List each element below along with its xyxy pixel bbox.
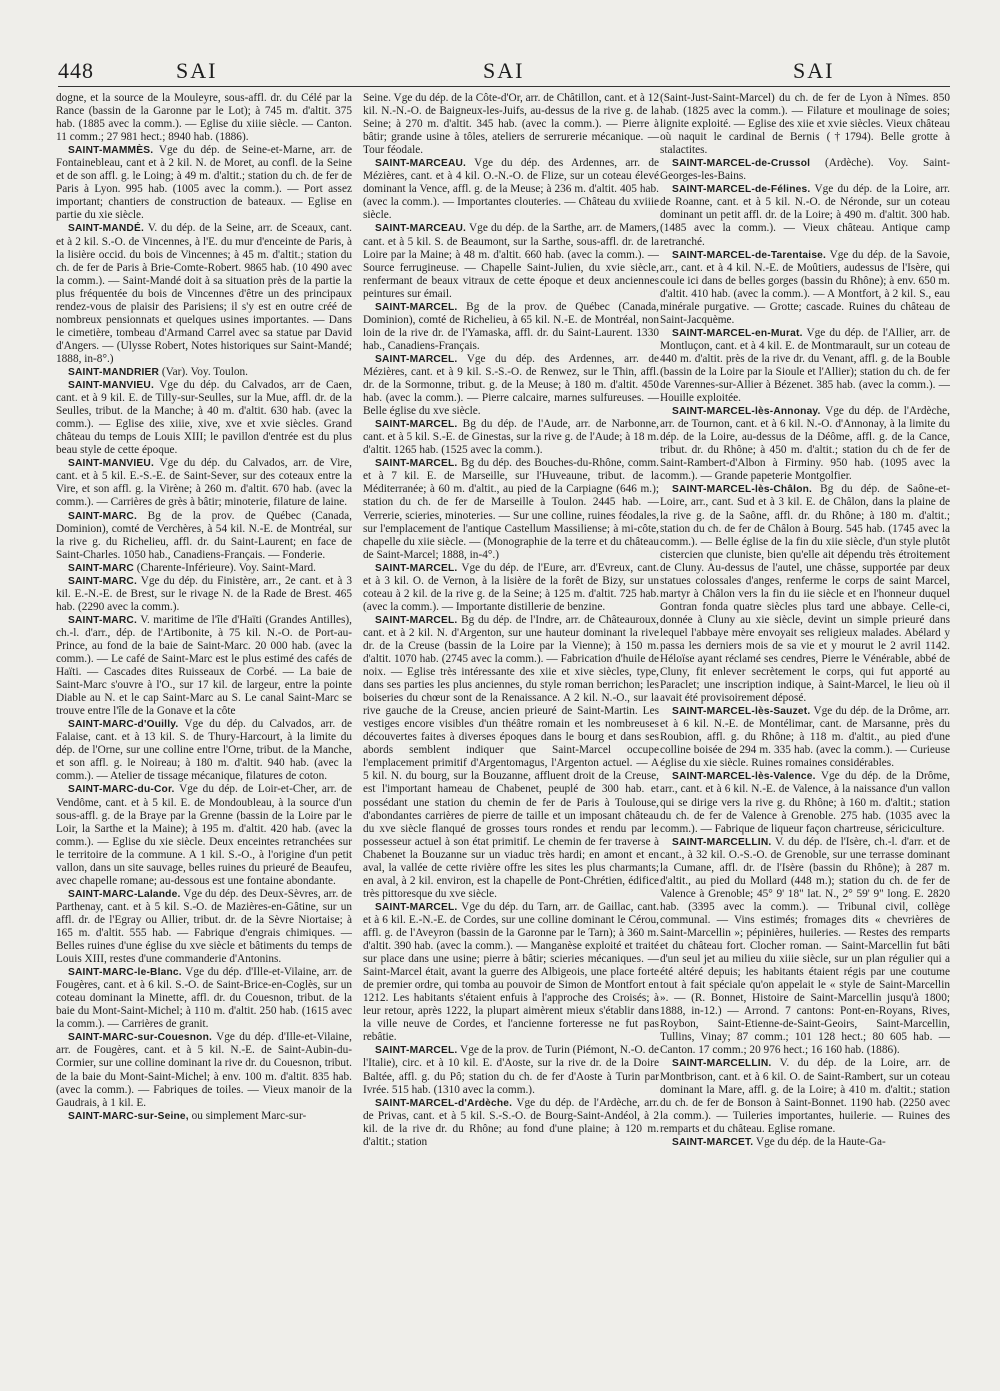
entry-headword: SAINT-MARCEL.: [375, 458, 458, 470]
entry-headword: SAINT-MANDRIER: [68, 366, 160, 378]
entry-headword: SAINT-MARC.: [68, 614, 137, 626]
dictionary-entry: [363, 301, 659, 353]
dictionary-entry: [56, 783, 352, 887]
entry-headword: SAINT-MARC-du-Cor.: [68, 784, 175, 796]
running-head-center: SAI: [483, 58, 525, 83]
dictionary-entry: [56, 366, 352, 379]
entry-text: Bg de la prov. de Québec (Canada, Dominion), comté de Verchères, à 54 kil. N.-E. de Montréal, sur la rive g. du Richelieu, affl. dr. du Saint-Laurent; en face de Saint-Charles. 1050 hab., Canadiens-Français. — Fonderie.: [56, 509, 352, 561]
dictionary-entry: [56, 510, 352, 562]
running-head-left: SAI: [176, 58, 218, 83]
dictionary-entry: [363, 92, 659, 157]
dictionary-entry: [56, 966, 352, 1031]
dictionary-entry: [56, 379, 352, 457]
dictionary-entry: [56, 575, 352, 614]
dictionary-entry: [56, 562, 352, 575]
entry-headword: SAINT-MARCEL-lès-Valence.: [672, 771, 816, 783]
entry-headword: SAINT-MARC.: [68, 575, 137, 587]
entry-text: V. du dép. de la Seine, arr. de Sceaux, cant. et à 2 kil. S.-O. de Vincennes, à l'E. du mur d'enceinte de Paris, à la lisière occid. du bois de Vincennes; à 45 m. d'altit.; station du ch. de fer de Paris à Brie-Comte-Robert. 9865 hab. (10 490 avec la comm.). — Saint-Mandé doit à sa situation près de la partie la plus fréquentée du bois de Vincennes d'être un des principaux rendez-vous de plaisir des Parisiens; il s'y est en outre créé de nombreux pensionnats et quelques usines importantes. — Dans le cimetière, tombeau d'Armand Carrel avec sa statue par David d'Angers. — (Ulysse Robert, Notes historiques sur Saint-Mandé; 1888, in-8°.): [56, 222, 352, 365]
dictionary-entry: [660, 705, 950, 770]
entry-text: (Ardèche). Voy. Saint-Georges-les-Bains.: [660, 157, 950, 183]
dictionary-entry: [363, 614, 659, 901]
entry-text: Vge du dép. de la Savoie, arr., cant. et à 4 kil. N.-E. de Moûtiers, audessus de l'Isère, qui coule ici dans de belles gorges (bassin du Rhône); à env. 650 m. d'altit. 410 hab. (avec la comm.). — A Montfort, à 2 kil. S., eau minérale purgative. — Grotte; cascade. Ruines du château de Saint-Jacquème.: [660, 248, 950, 326]
entry-text: Vge du dép. de l'Ardèche, arr. de Privas, cant. et à 5 kil. S.-S.-O. de Bourg-Saint-Andéol, à 2 kil. de la rive dr. du Rhône; au fond d'une plaine; à 120 m. d'altit.; station: [363, 1096, 659, 1148]
entry-text: Vge du dép. de la Sarthe, arr. de Mamers, cant. et à 5 kil. S. de Beaumont, sur la Sarthe, sous-affl. dr. de la Loire par la Maine; à 48 m. d'altit. 660 hab. (avec la comm.). — Source ferrugineuse. — Chapelle Saint-Julien, du xvie siècle, renfermant de beaux vitraux de cette époque et deux anciennes peintures sur émail.: [363, 222, 659, 300]
entry-text: (Saint-Just-Saint-Marcel) du ch. de fer de Lyon à Nîmes. 850 hab. (1825 avec la comm.). — Filature et moulinage de soies; lignite exploité. — Eglise des xiie et xvie siècles. Vieux château où naquit le cardinal de Bernis (†1794). Belle grotte à stalactites.: [660, 92, 950, 157]
entry-text: Vge du dép. de la Drôme, arr., cant. et à 6 kil. N.-E. de Valence, à la naissance d'un vallon qui se dirige vers la rive g. du Rhône; à 160 m. d'altit.; station du ch. de fer de Valence à Grenoble. 275 hab. (1035 avec la comm.). — Fabrique de liqueur façon chartreuse, sériciculture.: [660, 770, 950, 835]
entry-text: (Charente-Inférieure). Voy. Saint-Mard.: [136, 561, 317, 574]
dictionary-entry: [660, 157, 950, 183]
dictionary-entry: [56, 718, 352, 783]
entry-text: Vge du dép. de l'Eure, arr. d'Evreux, cant. et à 3 kil. O. de Vernon, à la lisière de la forêt de Bizy, sur un coteau à 2 kil. de la rive g. de la Seine; à 125 m. d'altit. 725 hab. (avec la comm.). — Importante distillerie de benzine.: [363, 561, 659, 613]
entry-headword: SAINT-MARCELLIN.: [672, 836, 772, 848]
entry-headword: SAINT-MANVIEU.: [68, 380, 155, 392]
entry-text: Vge du dép. des Ardennes, arr. de Mézières, cant. et à 9 kil. S.-S.-O. de Renwez, sur le Thin, affl. dr. de la Sormonne, tribut. g. de la Meuse; à 180 m. d'altit. 450 hab. (avec la comm.). — Pierre calcaire, marnes sulfureuses. — Belle église du xve siècle.: [363, 352, 659, 418]
entry-text: Vge du dép. des Ardennes, arr. de Mézières, cant. et à 4 kil. O.-N.-O. de Flize, sur un coteau élevé dominant la Vence, affl. g. de la Meuse; à 236 m. d'altit. 405 hab. (avec la comm.). — Importantes clouteries. — Château du xviiie siècle.: [363, 157, 659, 222]
header-rule: [58, 86, 950, 87]
dictionary-entry: [660, 483, 950, 705]
entry-headword: SAINT-MARCEL-lès-Châlon.: [672, 484, 813, 496]
dictionary-entry: [56, 222, 352, 366]
entry-text: Vge du dép. du Finistère, arr., 2e cant. et à 3 kil. E.-N.-E. de Brest, sur le rivage N. de la Rade de Brest. 465 hab. (2290 avec la comm.).: [56, 574, 352, 613]
entry-headword: SAINT-MARCELLIN.: [672, 1058, 772, 1070]
entry-headword: SAINT-MAMMÈS.: [68, 145, 154, 157]
entry-headword: SAINT-MARCEAU.: [375, 158, 467, 170]
dictionary-entry: [660, 1136, 950, 1149]
dictionary-entry: [56, 92, 352, 144]
entry-text: Vge du dép. des Deux-Sèvres, arr. de Parthenay, cant. et à 5 kil. S.-O. de Mazières-en-Gâtine, sur un affl. dr. de l'Egray ou Allier, tribut. dr. de la Sèvre Niortaise; à 165 m. d'altit. 555 hab. — Fabrique d'engrais chimiques. — Belles ruines d'une église du xve siècle et bâtiments du temps de Louis XIII, restes d'une commanderie d'Antonins.: [56, 887, 352, 966]
entry-headword: SAINT-MARC-Lalande.: [68, 888, 181, 900]
entry-headword: SAINT-MARC-d'Ouilly.: [68, 719, 179, 731]
entry-headword: SAINT-MARCEL-lès-Sauzet.: [672, 706, 811, 718]
entry-headword: SAINT-MARCEL.: [375, 419, 458, 431]
dictionary-entry: [363, 457, 659, 561]
entry-headword: SAINT-MARCEL.: [375, 301, 458, 313]
dictionary-entry: [660, 405, 950, 483]
entry-text: Bg du dép. de l'Indre, arr. de Châteauroux, cant. et à 2 kil. N. d'Argenton, sur une hauteur dominant la rive dr. de la Creuse (bassin de la Loire par la Vienne); à 150 m. d'altit. 1070 hab. (2745 avec la comm.). — Fabrication d'huile de noix. — Eglise très intéressante des xiie et xive siècles, type, dans ses parties les plus anciennes, du style roman berrichon; les boiseries du chœur sont de la Renaissance. A 2 kil. N.-O., sur la rive gauche de la Creuse, ancien prieuré de Saint-Martin. Les vestiges encore visibles d'un théâtre romain et les nombreuses découvertes faites à diverses époques dans le bourg et dans ses abords semblent indiquer que Saint-Marcel occupe l'emplacement primitif d'Argentomagus, l'Argenton actuel. — A 5 kil. N. du bourg, sur la Bouzanne, affluent droit de la Creuse, est l'important hameau de Chabenet, peuplé de 300 hab. et possédant une station du chemin de fer de Paris à Toulouse, d'abondantes carrières de pierre de taille et un imposant château du xve siècle flanqué de grosses tours rondes et rendu par le possesseur actuel à son état primitif. Le chemin de fer traverse à Chabenet la Bouzanne sur un viaduc très hardi; en amont et en aval, la vallée de cette rivière offre les sites les plus charmants; en aval, à 2 kil. environ, est la chapelle de Pont-Chrétien, édifice très pittoresque du xve siècle.: [363, 613, 659, 900]
page-number: 448: [58, 58, 94, 83]
entry-text: Bg du dép. de l'Aude, arr. de Narbonne, cant. et à 5 kil. S.-E. de Ginestas, sur la rive g. de l'Aude; à 18 m. d'altit. 1265 hab. (1525 avec la comm.).: [363, 418, 659, 457]
dictionary-entry: [56, 1110, 352, 1123]
dictionary-entry: [660, 249, 950, 327]
dictionary-entry: [363, 1097, 659, 1149]
entry-text: Vge du dép. de la Drôme, arr. et à 6 kil. N.-E. de Montélimar, cant. de Marsanne, près du Roubion, affl. g. du Rhône; à 118 m. d'altit., au pied d'une colline boisée de 294 m. 335 hab. (avec la comm.). — Curieuse église du xie siècle. Ruines romaines considérables.: [660, 705, 950, 770]
dictionary-entry: [660, 183, 950, 248]
dictionary-entry: [56, 1031, 352, 1109]
entry-text: Seine. Vge du dép. de la Côte-d'Or, arr. de Châtillon, cant. et à 12 kil. N.-N.-O. de Baigneux-les-Juifs, au-dessus de la rive g. de la Seine; à 270 m. d'altit. 345 hab. (avec la comm.). — Pierre à bâtir; grande usine à tôles, ateliers de serrurerie mécanique. — Tour féodale.: [363, 92, 659, 157]
dictionary-entry: [56, 144, 352, 222]
entry-headword: SAINT-MARCEL-en-Murat.: [672, 327, 803, 339]
entry-headword: SAINT-MARC: [68, 562, 134, 574]
dictionary-entry: [660, 770, 950, 835]
entry-headword: SAINT-MARCEL-de-Tarentaise.: [672, 249, 827, 261]
entry-headword: SAINT-MARCEL.: [375, 614, 458, 626]
dictionary-entry: [56, 614, 352, 718]
entry-headword: SAINT-MARCEL.: [375, 1045, 458, 1057]
entry-text: Vge du dép. de la Haute-Ga-: [755, 1135, 886, 1148]
entry-text: V. du dép. de l'Isère, ch.-l. d'arr. et de cant., à 32 kil. O.-S.-O. de Grenoble, sur une terrasse dominant la Cumane, affl. dr. de l'Isère (bassin du Rhône); à 287 m. d'altit., au pied du Mollard (448 m.); station du ch. de fer de Valence à Grenoble; 45° 9' 18" lat. N., 2° 59' 9" long. E. 2820 hab. (3395 avec la comm.). — Tribunal civil, collège communal. — Vins estimés; fromages dits « chevrières de Saint-Marcellin »; pépinières, huileries. — Restes des remparts et du château fort. Clocher roman. — Saint-Marcellin fut bâti d'un seul jet au milieu du xiiie siècle, sur un plan régulier qui a été altéré depuis; les habitants étaient régis par une coutume tout à fait spéciale qu'on appelait le « style de Saint-Marcellin ». — (R. Bonnet, Histoire de Saint-Marcellin jusqu'à 1800; 1888, in-12.) — Arrond. 7 cantons: Pont-en-Royans, Rives, Roybon, Saint-Etienne-de-Saint-Geoirs, Saint-Marcellin, Tullins, Vinay; 87 comm.; 101 128 hect.; 80 605 hab. — Canton. 17 comm.; 20 976 hect.; 16 160 hab. (1886).: [660, 835, 950, 1057]
entry-headword: SAINT-MARCEL.: [375, 562, 458, 574]
entry-headword: SAINT-MARCEL-de-Félines.: [672, 184, 811, 196]
entry-text: Vge du dép. de Seine-et-Marne, arr. de Fontainebleau, cant et à 2 kil. N. de Moret, au confl. de la Seine et de son affl. g. le Loing; à 49 m. d'altit.; station du ch. de fer de Paris à Lyon. 995 hab. (1005 avec la comm.). — Port assez important; chantiers de construction de bateaux. — Eglise en partie du xie siècle.: [56, 144, 352, 222]
entry-headword: SAINT-MARCEL.: [375, 901, 458, 913]
dictionary-entry: [660, 1057, 950, 1135]
entry-text: dogne, et la source de la Mouleyre, sous-affl. dr. du Célé par la Rance (bassin de la Garonne par le Lot); à 745 m. d'altit. 375 hab. (1885 avec la comm.). — Eglise du xiiie siècle. — Canton. 11 comm.; 27 981 hect.; 8940 hab. (1886).: [56, 92, 352, 144]
entry-text: Vge du dép. du Tarn, arr. de Gaillac, cant. et à 6 kil. E.-N.-E. de Cordes, sur une colline dominant le Cérou, affl. g. de l'Aveyron (bassin de la Garonne par le Tarn); à 360 m. d'altit. 390 hab. (avec la comm.). — Manganèse exploité et traité sur place dans une usine; pierre à bâtir; scieries mécaniques. — Saint-Marcel était, avant la guerre des Albigeois, une place forte de premier ordre, qui tomba au pouvoir de Simon de Montfort en 1212. Les habitants s'étaient enfuis à l'approche des Croisés; à leur retour, après 1222, la plupart aimèrent mieux s'établir dans la ville neuve de Cordes, et l'ancienne forteresse ne fut pas rebâtie.: [363, 900, 659, 1044]
dictionary-entry: [660, 836, 950, 1058]
entry-headword: SAINT-MARC.: [68, 510, 137, 522]
entry-text: Vge du dép. du Calvados, arr de Caen, cant. et à 9 kil. E. de Tilly-sur-Seulles, sur la Mue, affl. dr. de la Seulles, tribut. de la Manche; à 40 m. d'altit. 630 hab. (avec la comm.). — Eglise des xiiie, xive, xve et xvie siècles. Grand château du temps de Louis XIII; le pavillon d'entrée est du plus beau style de cette époque.: [56, 379, 352, 457]
entry-headword: SAINT-MARCET.: [672, 1136, 754, 1148]
entry-headword: SAINT-MARCEL-d'Ardèche.: [375, 1097, 513, 1109]
entry-headword: SAINT-MARCEL-lès-Annonay.: [672, 406, 821, 418]
dictionary-entry: [363, 418, 659, 457]
entry-text: Bg de la prov. de Québec (Canada, Dominion), comté de Richelieu, à 65 kil. N.-E. de Montréal, non loin de la rive dr. de l'Yamaska, affl. dr. du Saint-Laurent. 1330 hab., Canadiens-Français.: [363, 300, 659, 352]
dictionary-entry: [363, 1044, 659, 1096]
entry-headword: SAINT-MANDÉ.: [68, 223, 144, 235]
entry-text: Bg du dép. de Saône-et-Loire, arr., cant. Sud et à 3 kil. E. de Châlon, dans la plaine de la rive g. de la Saône, affl. dr. du Rhône; à 180 m. d'altit.; station du ch. de fer de Châlon à Bourg. 545 hab. (1745 avec la comm.). — Belle église de la fin du xiie siècle, d'un style plutôt cistercien que cluniste, bien qu'elle ait dépendu très étroitement de Cluny. Au-dessus de l'autel, une châsse, supportée par deux statues colossales d'anges, renferme le corps de saint Marcel, martyr à Châlon vers la fin du iie siècle et en l'honneur duquel Gontran fonda quatre siècles plus tard une abbaye. Celle-ci, donnée à Cluny au xie siècle, devint un simple prieuré dans lequel l'abbaye mère envoyait ses religieux malades. Abélard y passa les derniers mois de sa vie et y mourut le 2 avril 1142. Héloïse ayant réclamé ses cendres, Pierre le Vénérable, abbé de Cluny, fit enlever secrètement le corps, qui fut apporté au Paraclet; une inscription indique, à Saint-Marcel, le lieu où il avait été provisoirement déposé.: [660, 483, 950, 705]
entry-text: V. maritime de l'île d'Haïti (Grandes Antilles), ch.-l. d'arr., dép. de l'Artibonite, à 75 kil. N.-O. de Port-au-Prince, au fond de la baie de Saint-Marc. 20 000 hab. (avec la comm.). — Le café de Saint-Marc est le plus estimé des cafés de Haïti. — Cascades dites Ruisseaux de Corbé. — La baie de Saint-Marc s'ouvre à l'O., sur 17 kil. de largeur, entre la pointe Diable au N. et le cap Saint-Marc au S. Le canal Saint-Marc se trouve entre l'île de la Gonave et la côte: [56, 613, 352, 718]
entry-text: Vge du dép. du Calvados, arr. de Falaise, cant. et à 13 kil. S. de Thury-Harcourt, à la limite du dép. de l'Orne, sur une colline entre l'Orne, tribut. de la Manche, et son affl. g. le Noireau; à 180 m. d'altit. 940 hab. (avec la comm.). — Atelier de tissage mécanique, filatures de coton.: [56, 718, 352, 783]
entry-text: (Var). Voy. Toulon.: [161, 365, 248, 378]
dictionary-entry: [56, 457, 352, 509]
entry-text: Vge du dép. de l'Ardèche, arr. de Tournon, cant. et à 6 kil. N.-O. d'Annonay, à la limite du dép. de la Loire, au-dessus de la Déôme, affl. g. de la Cance, tribut. dr. du Rhône; à 450 m. d'altit.; station du ch de fer de Saint-Rambert-d'Albon à Firminy. 950 hab. (1095 avec la comm.). — Grande papeterie Montgolfier.: [660, 405, 950, 483]
entry-text: Vge du dép. d'Ille-et-Vilaine, arr. de Fougères, cant. et à 6 kil. S.-O. de Saint-Brice-en-Coglès, sur un coteau dominant la Minette, affl. dr. du Couesnon, tribut. de la baie du Mont-Saint-Michel; à 110 m. d'altit. 250 hab. (1615 avec la comm.). — Carrières de granit.: [56, 966, 352, 1031]
entry-headword: SAINT-MARCEAU.: [375, 223, 467, 235]
entry-text: Vge du dép. du Calvados, arr. de Vire, cant. et à 5 kil. E.-S.-E. de Saint-Sever, sur des coteaux entre la Vire, et son affl. g. la Virène; à 260 m. d'altit. 670 hab. (avec la comm.). — Carrières de grès à bâtir; minoterie, filature de laine.: [56, 457, 352, 509]
dictionary-entry: [660, 92, 950, 157]
column-3: [660, 92, 950, 1382]
running-head-right: SAI: [793, 58, 835, 83]
entry-text: Vge du dép. de l'Allier, arr. de Montluçon, cant. et à 4 kil. E. de Montmarault, sur un coteau de 440 m. d'altit. près de la rive dr. du Venant, affl. g. de la Bouble (bassin de la Loire par la Sioule et l'Allier); station du ch. de fer de Varennes-sur-Allier à Bézenet. 385 hab. (avec la comm.). — Houille exploitée.: [660, 326, 950, 405]
entry-text: V. du dép. de la Loire, arr. de Montbrison, cant. et à 6 kil. O. de Saint-Rambert, sur un coteau dominant la Mare, affl. g. de la Loire; à 410 m. d'altit.; station du ch. de fer de Bonson à Saint-Bonnet. 1190 hab. (2250 avec la comm.). — Tuileries importantes, huilerie. — Ruines des remparts et du château. Eglise romane.: [660, 1057, 950, 1135]
dictionary-entry: [56, 888, 352, 966]
entry-text: Vge de la prov. de Turin (Piémont, N.-O. de l'Italie), circ. et à 10 kil. E. d'Aoste, sur la rive dr. de la Doire Baltée, affl. g. du Pô; station du ch. de fer d'Aoste à Turin par Ivrée. 515 hab. (1310 avec la comm.).: [363, 1044, 659, 1096]
entry-text: Vge du dép. d'Ille-et-Vilaine, arr. de Fougères, cant. et à 5 kil. N.-E. de Saint-Aubin-du-Cormier, sur une colline dominant la rive dr. du Couesnon, tribut. de la baie du Mont-Saint-Michel; à env. 100 m. d'altit. 835 hab. (avec la comm.). — Fabriques de toiles. — Vieux manoir de la Gaudrais, à 1 kil. E.: [56, 1031, 352, 1109]
column-1: [56, 92, 352, 1382]
column-2: [363, 92, 659, 1382]
entry-text: Bg du dép. des Bouches-du-Rhône, comm. et à 7 kil. E. de Marseille, sur l'Huveaune, tribut. de la Méditerranée; à 60 m. d'altit., au pied de la Carpiagne (646 m.); station du ch. de fer de Marseille à Toulon. 2445 hab. — Verrerie, scieries, minoteries. — Sur une colline, ruines féodales, sur l'emplacement de l'antique Castellum Massiliense; à mi-côte, chapelle du xiie siècle. — (Monographie de la terre et du château de Saint-Marcel; 1888, in-4°.): [363, 457, 659, 561]
dictionary-entry: [660, 327, 950, 405]
entry-text: Vge du dép. de Loir-et-Cher, arr. de Vendôme, cant. et à 5 kil. E. de Mondoubleau, à la source d'un sous-affl. g. de la Braye par la Grenne (bassin de la Loire par le Loir, la Sarthe et la Maine); à 195 m. d'altit. 420 hab. (avec la comm.). — Eglise du xie siècle. Deux enceintes retranchées sur le territoire de la commune. A 1 kil. S.-O., à l'origine d'un petit vallon, dans un site sauvage, belles ruines du prieuré de Beaufeu, avec chapelle romane; au-dessous est une fontaine abondante.: [56, 783, 352, 887]
dictionary-entry: [363, 157, 659, 222]
entry-headword: SAINT-MARCEL-de-Crussol: [672, 158, 811, 170]
dictionary-entry: [363, 353, 659, 418]
entry-headword: SAINT-MARC-sur-Seine,: [68, 1110, 189, 1122]
entry-headword: SAINT-MARC-le-Blanc.: [68, 967, 182, 979]
dictionary-entry: [363, 901, 659, 1045]
entry-text: Vge du dép. de la Loire, arr. de Roanne, cant. et à 5 kil. N.-O. de Néronde, sur un coteau dominant un petit affl. dr. de la Loire; à 490 m. d'altit. 300 hab. (1485 avec la comm.). — Vieux château. Antique camp retranché.: [660, 183, 950, 248]
entry-headword: SAINT-MANVIEU.: [68, 458, 155, 470]
dictionary-entry: [363, 222, 659, 300]
entry-headword: SAINT-MARC-sur-Couesnon.: [68, 1032, 213, 1044]
entry-headword: SAINT-MARCEL.: [375, 353, 458, 365]
entry-text: ou simplement Marc-sur-: [191, 1109, 307, 1122]
dictionary-entry: [363, 562, 659, 614]
